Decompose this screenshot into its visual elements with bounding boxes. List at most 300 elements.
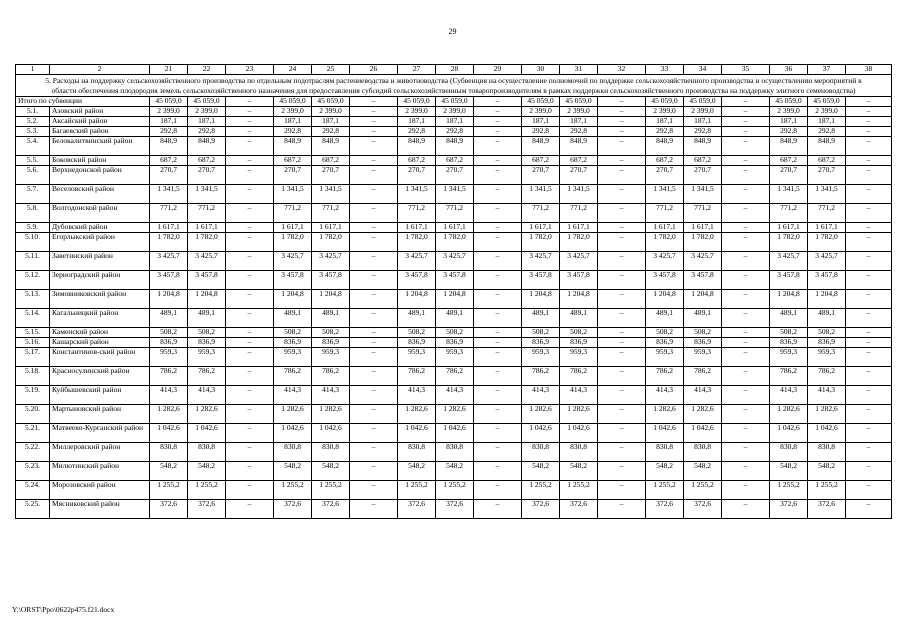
dash-cell: – [474,252,522,271]
value-cell: 548,2 [150,462,188,481]
table-row [16,204,892,223]
value-cell: 2 399,0 [522,107,560,117]
value-cell: 1 617,1 [436,223,474,233]
dash-cell: – [722,117,770,127]
value-cell: 687,2 [312,156,350,166]
dash-cell: – [350,481,398,500]
dash-cell: – [846,127,892,137]
value-cell: 3 425,7 [770,252,808,271]
value-cell: 1 255,2 [188,481,226,500]
value-cell: 830,8 [770,443,808,462]
value-cell: 848,9 [312,137,350,156]
dash-cell: – [474,271,522,290]
value-cell: 1 042,6 [646,424,684,443]
value-cell: 1 282,6 [770,405,808,424]
dash-cell: – [722,367,770,386]
table-row [16,137,892,156]
value-cell: 1 042,6 [188,424,226,443]
dash-cell: – [846,481,892,500]
dash-cell: – [598,424,646,443]
dash-cell: – [846,204,892,223]
value-cell: 414,3 [560,386,598,405]
dash-cell: – [350,204,398,223]
district-name: Константинов-ский район [50,348,150,367]
value-cell: 414,3 [150,386,188,405]
value-cell: 3 457,8 [646,271,684,290]
value-cell: 1 204,8 [808,290,846,309]
value-cell: 687,2 [150,156,188,166]
dash-cell: – [226,443,274,462]
value-cell: 45 059,0 [560,97,598,107]
value-cell: 489,1 [770,309,808,328]
value-cell: 771,2 [188,204,226,223]
dash-cell: – [350,328,398,338]
row-number: 5.21. [16,424,50,443]
value-cell: 1 042,6 [150,424,188,443]
dash-cell: – [722,424,770,443]
district-name: Красносулинский район [50,367,150,386]
value-cell: 187,1 [398,117,436,127]
table-row [16,156,892,166]
dash-cell: – [846,462,892,481]
value-cell: 3 425,7 [150,252,188,271]
value-cell: 786,2 [274,367,312,386]
value-cell: 45 059,0 [770,97,808,107]
value-cell: 372,6 [436,500,474,519]
dash-cell: – [846,443,892,462]
column-number-cell: 24 [274,65,312,75]
dash-cell: – [474,348,522,367]
dash-cell: – [350,500,398,519]
value-cell: 1 204,8 [770,290,808,309]
value-cell: 508,2 [808,328,846,338]
row-number: 5.17. [16,348,50,367]
column-number-cell: 34 [684,65,722,75]
value-cell: 45 059,0 [188,97,226,107]
dash-cell: – [226,271,274,290]
column-number-cell: 36 [770,65,808,75]
value-cell: 3 425,7 [436,252,474,271]
dash-cell: – [722,271,770,290]
value-cell: 414,3 [312,386,350,405]
district-name: Каменский район [50,328,150,338]
value-cell: 45 059,0 [808,97,846,107]
dash-cell: – [226,223,274,233]
value-cell: 45 059,0 [522,97,560,107]
value-cell: 687,2 [684,156,722,166]
value-cell: 848,9 [560,137,598,156]
district-name: Зимовниковский район [50,290,150,309]
value-cell: 1 782,0 [770,233,808,252]
dash-cell: – [474,137,522,156]
value-cell: 3 425,7 [188,252,226,271]
value-cell: 836,9 [436,338,474,348]
value-cell: 1 782,0 [188,233,226,252]
value-cell: 2 399,0 [436,107,474,117]
value-cell: 836,9 [188,338,226,348]
dash-cell: – [226,290,274,309]
table-row [16,405,892,424]
value-cell: 1 782,0 [684,233,722,252]
value-cell: 1 617,1 [522,223,560,233]
table-body [16,65,892,519]
dash-cell: – [846,223,892,233]
value-cell: 830,8 [398,443,436,462]
row-number: 5.6. [16,166,50,185]
value-cell: 3 425,7 [274,252,312,271]
value-cell: 1 341,5 [808,185,846,204]
value-cell: 508,2 [770,328,808,338]
value-cell: 548,2 [560,462,598,481]
value-cell: 848,9 [646,137,684,156]
value-cell: 489,1 [398,309,436,328]
value-cell: 3 457,8 [560,271,598,290]
dash-cell: – [598,137,646,156]
value-cell: 548,2 [274,462,312,481]
value-cell: 372,6 [770,500,808,519]
district-name: Веселовский район [50,185,150,204]
row-number: 5.22. [16,443,50,462]
dash-cell: – [350,424,398,443]
dash-cell: – [350,252,398,271]
value-cell: 830,8 [522,443,560,462]
value-cell: 786,2 [560,367,598,386]
dash-cell: – [598,233,646,252]
value-cell: 848,9 [436,137,474,156]
value-cell: 1 255,2 [274,481,312,500]
total-label: Итого по субвенции [16,97,150,107]
value-cell: 270,7 [274,166,312,185]
value-cell: 959,3 [398,348,436,367]
value-cell: 372,6 [312,500,350,519]
value-cell: 1 341,5 [522,185,560,204]
value-cell: 270,7 [150,166,188,185]
value-cell: 1 617,1 [684,223,722,233]
dash-cell: – [226,107,274,117]
value-cell: 830,8 [646,443,684,462]
value-cell: 45 059,0 [398,97,436,107]
value-cell: 2 399,0 [560,107,598,117]
dash-cell: – [474,127,522,137]
district-name: Морозовский район [50,481,150,500]
value-cell: 414,3 [684,386,722,405]
dash-cell: – [350,367,398,386]
value-cell: 687,2 [808,156,846,166]
column-number-cell: 26 [350,65,398,75]
column-number-cell: 23 [226,65,274,75]
value-cell: 489,1 [436,309,474,328]
dash-cell: – [598,271,646,290]
district-name: Белокалитвинский район [50,137,150,156]
district-name: Милютинский район [50,462,150,481]
value-cell: 414,3 [274,386,312,405]
dash-cell: – [474,443,522,462]
value-cell: 187,1 [646,117,684,127]
dash-cell: – [226,348,274,367]
dash-cell: – [226,166,274,185]
value-cell: 270,7 [188,166,226,185]
value-cell: 414,3 [522,386,560,405]
dash-cell: – [598,156,646,166]
value-cell: 3 425,7 [522,252,560,271]
value-cell: 2 399,0 [808,107,846,117]
value-cell: 771,2 [808,204,846,223]
column-number-cell: 2 [50,65,150,75]
value-cell: 959,3 [560,348,598,367]
dash-cell: – [722,185,770,204]
value-cell: 45 059,0 [646,97,684,107]
value-cell: 836,9 [560,338,598,348]
dash-cell: – [598,405,646,424]
value-cell: 848,9 [188,137,226,156]
value-cell: 1 255,2 [398,481,436,500]
dash-cell: – [350,166,398,185]
dash-cell: – [722,204,770,223]
table-row [16,223,892,233]
value-cell: 786,2 [398,367,436,386]
dash-cell: – [474,97,522,107]
column-number-cell: 35 [722,65,770,75]
value-cell: 959,3 [646,348,684,367]
dash-cell: – [474,328,522,338]
dash-cell: – [846,309,892,328]
row-number: 5.2. [16,117,50,127]
dash-cell: – [474,156,522,166]
value-cell: 1 617,1 [398,223,436,233]
value-cell: 1 204,8 [188,290,226,309]
value-cell: 3 425,7 [808,252,846,271]
value-cell: 1 042,6 [808,424,846,443]
value-cell: 1 341,5 [770,185,808,204]
value-cell: 959,3 [312,348,350,367]
column-number-cell: 31 [560,65,598,75]
value-cell: 1 255,2 [522,481,560,500]
value-cell: 372,6 [646,500,684,519]
value-cell: 3 457,8 [188,271,226,290]
table-row [16,290,892,309]
district-name: Боковский район [50,156,150,166]
value-cell: 1 282,6 [274,405,312,424]
dash-cell: – [598,223,646,233]
value-cell: 372,6 [274,500,312,519]
value-cell: 292,8 [188,127,226,137]
dash-cell: – [722,223,770,233]
value-cell: 1 617,1 [312,223,350,233]
value-cell: 414,3 [646,386,684,405]
value-cell: 1 255,2 [646,481,684,500]
value-cell: 1 282,6 [684,405,722,424]
value-cell: 836,9 [150,338,188,348]
value-cell: 836,9 [684,338,722,348]
value-cell: 489,1 [312,309,350,328]
dash-cell: – [722,443,770,462]
dash-cell: – [350,156,398,166]
value-cell: 1 782,0 [560,233,598,252]
value-cell: 1 782,0 [398,233,436,252]
value-cell: 687,2 [274,156,312,166]
value-cell: 187,1 [150,117,188,127]
value-cell: 786,2 [436,367,474,386]
dash-cell: – [474,107,522,117]
column-number-cell: 28 [436,65,474,75]
dash-cell: – [846,137,892,156]
value-cell: 548,2 [398,462,436,481]
value-cell: 687,2 [436,156,474,166]
dash-cell: – [722,252,770,271]
column-number-row [16,65,892,75]
value-cell: 1 255,2 [770,481,808,500]
dash-cell: – [474,204,522,223]
column-number-cell: 21 [150,65,188,75]
dash-cell: – [350,127,398,137]
dash-cell: – [598,117,646,127]
value-cell: 830,8 [274,443,312,462]
dash-cell: – [846,107,892,117]
value-cell: 786,2 [646,367,684,386]
table-row [16,107,892,117]
dash-cell: – [350,233,398,252]
value-cell: 786,2 [808,367,846,386]
table-row [16,185,892,204]
value-cell: 1 042,6 [684,424,722,443]
column-number-cell: 22 [188,65,226,75]
value-cell: 292,8 [150,127,188,137]
dash-cell: – [846,252,892,271]
value-cell: 1 341,5 [646,185,684,204]
dash-cell: – [226,156,274,166]
dash-cell: – [350,348,398,367]
value-cell: 489,1 [274,309,312,328]
value-cell: 1 204,8 [150,290,188,309]
value-cell: 771,2 [274,204,312,223]
dash-cell: – [474,338,522,348]
value-cell: 489,1 [522,309,560,328]
dash-cell: – [598,290,646,309]
dash-cell: – [598,309,646,328]
value-cell: 1 042,6 [436,424,474,443]
column-number-cell: 32 [598,65,646,75]
value-cell: 959,3 [522,348,560,367]
value-cell: 292,8 [560,127,598,137]
value-cell: 848,9 [274,137,312,156]
value-cell: 3 457,8 [436,271,474,290]
value-cell: 836,9 [398,338,436,348]
value-cell: 3 457,8 [770,271,808,290]
column-number-cell: 37 [808,65,846,75]
row-number: 5.3. [16,127,50,137]
value-cell: 1 617,1 [770,223,808,233]
value-cell: 1 282,6 [522,405,560,424]
value-cell: 1 204,8 [398,290,436,309]
value-cell: 292,8 [646,127,684,137]
section-title: 5. Расходы на поддержку сельскохозяйственного производства по отдельным подотраслям растениеводства и животноводства (Субвенция на осуществление полномочий по поддержке сельскохозяйственного производства и осуществлению мероприятий в области обеспечения плодородия земель сельскохозяйственного назначения для предоставления субсидий сельскохозяйственным товаропроизводителям в рамках поддержки сельскохозяйственного производства на поддержку элитного семеноводства) [16,75,892,97]
value-cell: 830,8 [436,443,474,462]
dash-cell: – [598,185,646,204]
dash-cell: – [722,348,770,367]
dash-cell: – [846,185,892,204]
value-cell: 3 457,8 [684,271,722,290]
value-cell: 2 399,0 [274,107,312,117]
value-cell: 1 255,2 [312,481,350,500]
district-name: Волгодонской район [50,204,150,223]
row-number: 5.23. [16,462,50,481]
value-cell: 3 425,7 [560,252,598,271]
value-cell: 292,8 [522,127,560,137]
value-cell: 292,8 [808,127,846,137]
dash-cell: – [598,348,646,367]
value-cell: 836,9 [646,338,684,348]
value-cell: 786,2 [188,367,226,386]
value-cell: 3 425,7 [398,252,436,271]
value-cell: 959,3 [274,348,312,367]
dash-cell: – [598,107,646,117]
value-cell: 45 059,0 [684,97,722,107]
table-row [16,166,892,185]
value-cell: 771,2 [560,204,598,223]
dash-cell: – [226,367,274,386]
value-cell: 1 341,5 [398,185,436,204]
column-number-cell: 27 [398,65,436,75]
value-cell: 836,9 [522,338,560,348]
dash-cell: – [598,367,646,386]
dash-cell: – [722,107,770,117]
subsidy-table [15,64,892,519]
value-cell: 489,1 [684,309,722,328]
district-name: Матвеево-Курганский район [50,424,150,443]
dash-cell: – [722,97,770,107]
value-cell: 548,2 [522,462,560,481]
value-cell: 836,9 [770,338,808,348]
dash-cell: – [350,309,398,328]
value-cell: 830,8 [808,443,846,462]
value-cell: 3 457,8 [808,271,846,290]
value-cell: 1 282,6 [808,405,846,424]
value-cell: 1 617,1 [188,223,226,233]
district-name: Егорлыкский район [50,233,150,252]
value-cell: 489,1 [808,309,846,328]
dash-cell: – [846,424,892,443]
value-cell: 848,9 [808,137,846,156]
value-cell: 2 399,0 [646,107,684,117]
value-cell: 1 782,0 [436,233,474,252]
value-cell: 786,2 [150,367,188,386]
value-cell: 292,8 [684,127,722,137]
column-number-cell: 1 [16,65,50,75]
row-number: 5.25. [16,500,50,519]
value-cell: 508,2 [684,328,722,338]
value-cell: 848,9 [522,137,560,156]
dash-cell: – [350,338,398,348]
value-cell: 1 782,0 [312,233,350,252]
value-cell: 3 457,8 [522,271,560,290]
value-cell: 292,8 [398,127,436,137]
dash-cell: – [226,252,274,271]
value-cell: 1 282,6 [646,405,684,424]
value-cell: 1 042,6 [398,424,436,443]
value-cell: 548,2 [808,462,846,481]
dash-cell: – [474,233,522,252]
row-number: 5.12. [16,271,50,290]
value-cell: 830,8 [312,443,350,462]
dash-cell: – [722,156,770,166]
value-cell: 270,7 [560,166,598,185]
dash-cell: – [846,233,892,252]
dash-cell: – [474,117,522,127]
value-cell: 1 282,6 [398,405,436,424]
dash-cell: – [598,97,646,107]
dash-cell: – [722,386,770,405]
value-cell: 1 204,8 [646,290,684,309]
